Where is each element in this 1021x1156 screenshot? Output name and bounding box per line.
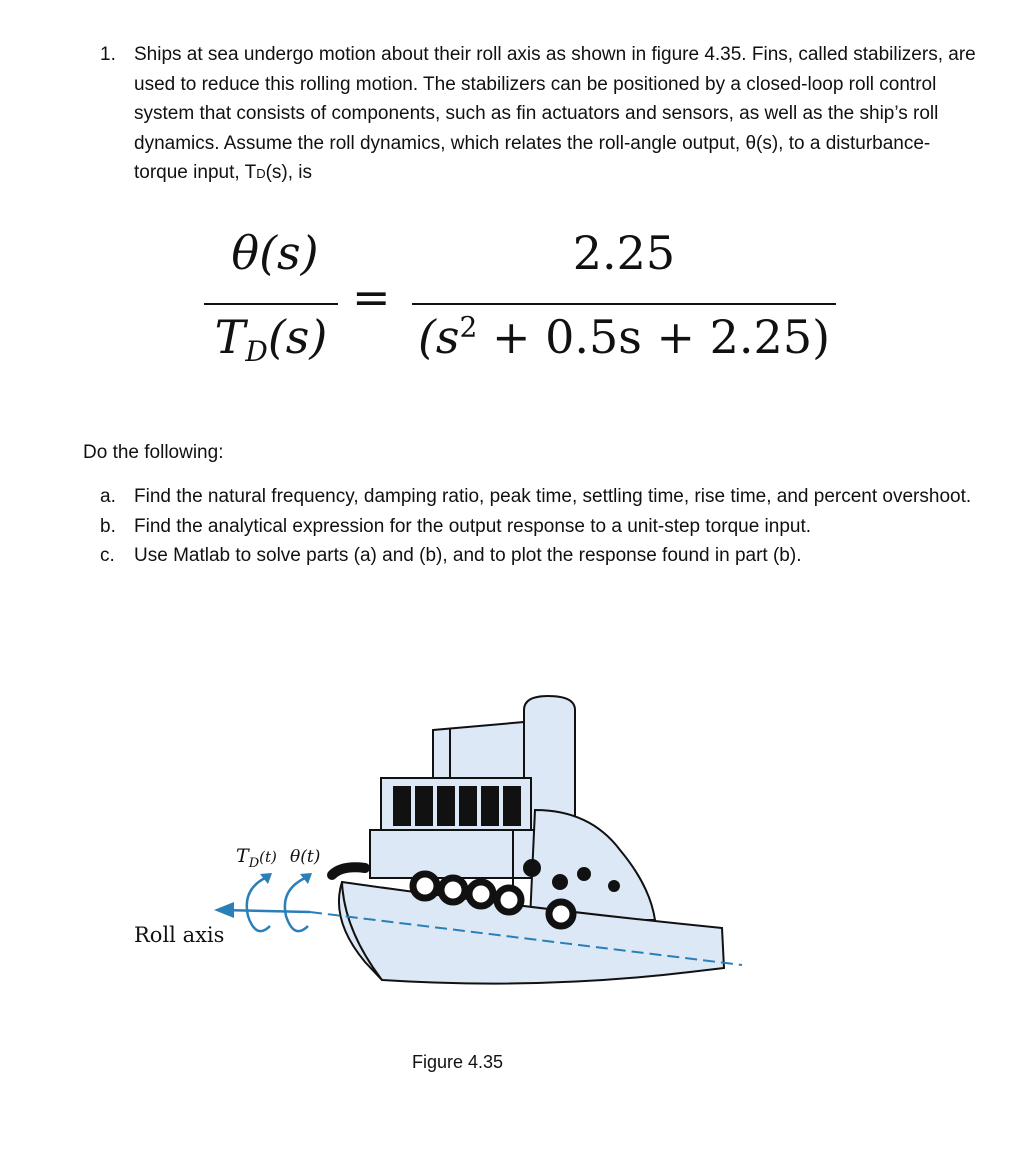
porthole — [441, 878, 465, 902]
torque-label-T: T — [236, 845, 249, 867]
torque-rotation-arrow — [247, 878, 270, 931]
problem-number: 1. — [100, 44, 116, 65]
ship-roll-figure — [120, 690, 760, 990]
torque-label-t: (t) — [259, 848, 277, 866]
theta-rotation-arrow — [285, 878, 308, 931]
porthole — [497, 888, 521, 912]
rhs-numerator — [412, 226, 836, 280]
porthole — [413, 874, 437, 898]
deck-light — [552, 874, 568, 890]
list-item — [100, 541, 980, 571]
bridge-window — [481, 786, 499, 826]
item-label: b. — [100, 515, 116, 537]
problem-text-subscript: D — [256, 166, 266, 181]
rhs-den-rest: + 0.5s + 2.25) — [477, 310, 831, 364]
roll-axis-label: Roll axis — [134, 923, 225, 947]
bridge-window — [393, 786, 411, 826]
figure-caption: Figure 4.35 — [412, 1052, 504, 1072]
bow-bulwark — [332, 867, 365, 875]
problem-1 — [100, 40, 980, 189]
bridge-window — [415, 786, 433, 826]
roll-axis-arrowhead — [214, 902, 234, 918]
porthole — [469, 882, 493, 906]
bridge-window — [503, 786, 521, 826]
rhs-fraction-bar — [412, 303, 836, 305]
item-label: c. — [100, 545, 115, 566]
torque-label-sub: D — [248, 856, 260, 871]
lhs-den-T: T — [214, 310, 246, 364]
problem-text-end: (s), is — [265, 162, 313, 183]
bridge-window — [437, 786, 455, 826]
equals-sign: = — [352, 270, 391, 324]
torque-label — [236, 845, 277, 871]
ship-upper-cabin — [433, 722, 524, 784]
lhs-fraction-bar — [204, 303, 338, 305]
lhs-numerator-text: θ(s) — [231, 226, 319, 280]
item-text: Find the natural frequency, damping ratio, peak time, settling time, rise time, and percent overshoot. — [134, 486, 972, 507]
deck-light — [523, 859, 541, 877]
rhs-numerator-text: 2.25 — [572, 226, 676, 280]
rhs-den-sup: 2 — [459, 310, 478, 344]
lhs-numerator — [220, 226, 330, 280]
item-text: Use Matlab to solve parts (a) and (b), and to plot the response found in part (b). — [134, 545, 802, 566]
problem-text — [134, 40, 980, 189]
lhs-denominator — [204, 310, 338, 368]
problem-text-main: Ships at sea undergo motion about their roll axis as shown in figure 4.35. Fins, called stabilizers, are used to reduce this rolling motion. The stabilizers can be positioned by a closed-loop roll control system that consists of components, such as fin actuators and sensors, as well as the ship’s roll dynamics. Assume the roll dynamics, which relates the roll-angle output, θ(s), to a disturbance-torque input, T — [134, 44, 976, 183]
instructions-heading: Do the following: — [83, 442, 224, 463]
task-list — [100, 482, 980, 571]
porthole — [549, 902, 573, 926]
deck-light — [608, 880, 620, 892]
ship-rear-deckhouse — [530, 810, 655, 920]
item-text: Find the analytical expression for the output response to a unit-step torque input. — [134, 515, 812, 537]
bridge-window — [459, 786, 477, 826]
theta-label: θ(t) — [290, 847, 321, 867]
item-label: a. — [100, 486, 116, 507]
deck-light — [577, 867, 591, 881]
list-item — [100, 512, 980, 542]
rhs-denominator — [406, 310, 842, 364]
lhs-den-sub: D — [245, 335, 268, 368]
rhs-den-open: (s — [417, 310, 460, 364]
lhs-den-s: (s) — [267, 310, 328, 364]
transfer-function-equation — [200, 226, 840, 386]
list-item — [100, 482, 980, 512]
roll-axis-arrow-shaft — [222, 910, 310, 912]
